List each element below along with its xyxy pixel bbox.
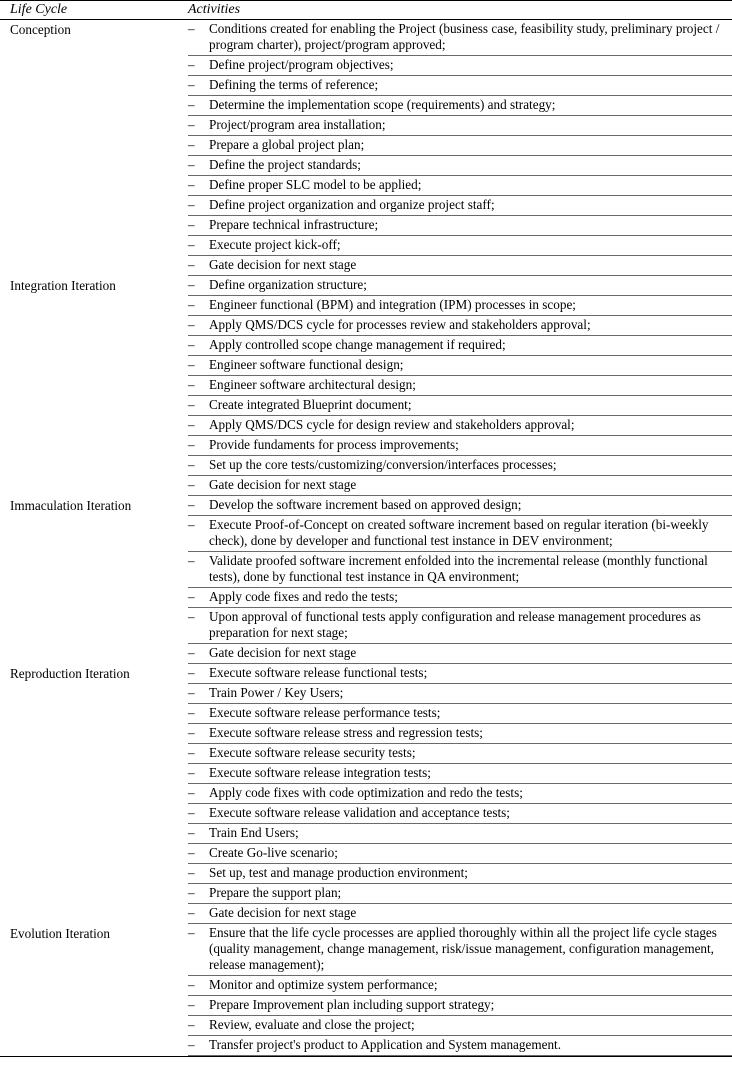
- activity-text: Execute software release security tests;: [209, 745, 416, 760]
- dash-bullet-icon: –: [188, 609, 195, 624]
- activity-text: Develop the software increment based on approved design;: [209, 497, 522, 512]
- stage-group: [0, 20, 732, 276]
- dash-bullet-icon: –: [188, 725, 195, 740]
- dash-bullet-icon: –: [188, 925, 195, 940]
- dash-bullet-icon: –: [188, 237, 195, 252]
- activity-list: [188, 924, 732, 1056]
- activity-item: [188, 552, 732, 588]
- dash-bullet-icon: –: [188, 357, 195, 372]
- activity-text: Gate decision for next stage: [209, 257, 357, 272]
- activity-list: [188, 664, 732, 924]
- activity-item: [188, 96, 732, 116]
- dash-bullet-icon: –: [188, 377, 195, 392]
- dash-bullet-icon: –: [188, 97, 195, 112]
- activity-item: [188, 196, 732, 216]
- activity-text: Execute project kick-off;: [209, 237, 341, 252]
- header-activities: Activities: [188, 2, 241, 17]
- activity-text: Monitor and optimize system performance;: [209, 977, 438, 992]
- stage-group: [0, 276, 732, 496]
- activity-text: Defining the terms of reference;: [209, 77, 379, 92]
- dash-bullet-icon: –: [188, 885, 195, 900]
- activity-text: Execute Proof-of-Concept on created software increment based on regular iteration (bi-weekly check), done by developer and functional test instance in DEV environment;: [209, 517, 709, 548]
- activity-item: [188, 336, 732, 356]
- dash-bullet-icon: –: [188, 257, 195, 272]
- dash-bullet-icon: –: [188, 217, 195, 232]
- dash-bullet-icon: –: [188, 977, 195, 992]
- activity-item: [188, 396, 732, 416]
- activity-text: Apply controlled scope change management if required;: [209, 337, 506, 352]
- table-header: [0, 1, 732, 20]
- activity-item: [188, 316, 732, 336]
- activity-item: [188, 236, 732, 256]
- activity-item: [188, 588, 732, 608]
- activity-text: Engineer software functional design;: [209, 357, 404, 372]
- activity-text: Apply QMS/DCS cycle for design review and stakeholders approval;: [209, 417, 575, 432]
- dash-bullet-icon: –: [188, 297, 195, 312]
- activity-text: Conditions created for enabling the Project (business case, feasibility study, preliminary project / program charter), project/program approved;: [209, 21, 720, 52]
- activity-text: Create Go-live scenario;: [209, 845, 338, 860]
- activity-text: Define organization structure;: [209, 277, 367, 292]
- table-body: [0, 20, 732, 1056]
- activity-item: [188, 136, 732, 156]
- activity-text: Prepare a global project plan;: [209, 137, 365, 152]
- stage-label: Conception: [10, 22, 71, 37]
- dash-bullet-icon: –: [188, 137, 195, 152]
- dash-bullet-icon: –: [188, 865, 195, 880]
- dash-bullet-icon: –: [188, 553, 195, 568]
- activity-list: [188, 276, 732, 496]
- header-life-cycle: Life Cycle: [10, 2, 68, 17]
- dash-bullet-icon: –: [188, 77, 195, 92]
- activity-text: Apply code fixes and redo the tests;: [209, 589, 398, 604]
- activity-text: Execute software release validation and acceptance tests;: [209, 805, 510, 820]
- activity-item: [188, 216, 732, 236]
- activity-text: Set up the core tests/customizing/conversion/interfaces processes;: [209, 457, 557, 472]
- dash-bullet-icon: –: [188, 705, 195, 720]
- activity-text: Apply code fixes with code optimization and redo the tests;: [209, 785, 523, 800]
- activity-text: Transfer project's product to Application and System management.: [209, 1037, 562, 1052]
- activity-text: Gate decision for next stage: [209, 645, 357, 660]
- dash-bullet-icon: –: [188, 1017, 195, 1032]
- activity-item: [188, 1036, 732, 1056]
- activity-item: [188, 116, 732, 136]
- dash-bullet-icon: –: [188, 845, 195, 860]
- activity-item: [188, 1016, 732, 1036]
- activity-text: Train Power / Key Users;: [209, 685, 344, 700]
- stage-label: Immaculation Iteration: [10, 498, 132, 513]
- activity-text: Validate proofed software increment enfolded into the incremental release (monthly functional tests), done by functional test instance in QA environment;: [209, 553, 708, 584]
- stage-group: [0, 924, 732, 1056]
- dash-bullet-icon: –: [188, 665, 195, 680]
- activity-item: [188, 744, 732, 764]
- activity-text: Define proper SLC model to be applied;: [209, 177, 422, 192]
- activity-text: Define project/program objectives;: [209, 57, 394, 72]
- activity-item: [188, 56, 732, 76]
- dash-bullet-icon: –: [188, 765, 195, 780]
- activity-text: Gate decision for next stage: [209, 905, 357, 920]
- activity-item: [188, 824, 732, 844]
- dash-bullet-icon: –: [188, 645, 195, 660]
- activity-item: [188, 704, 732, 724]
- dash-bullet-icon: –: [188, 825, 195, 840]
- activity-item: [188, 376, 732, 396]
- activity-text: Engineer functional (BPM) and integration (IPM) processes in scope;: [209, 297, 576, 312]
- activity-text: Engineer software architectural design;: [209, 377, 416, 392]
- dash-bullet-icon: –: [188, 417, 195, 432]
- activity-item: [188, 76, 732, 96]
- activity-text: Define project organization and organize project staff;: [209, 197, 495, 212]
- activity-text: Define the project standards;: [209, 157, 361, 172]
- dash-bullet-icon: –: [188, 517, 195, 532]
- activity-item: [188, 844, 732, 864]
- activity-item: [188, 904, 732, 924]
- activity-text: Ensure that the life cycle processes are applied thoroughly within all the project life cycle stages (quality management, change management, risk/issue management, configuration management, release management);: [209, 925, 717, 972]
- stage-label: Integration Iteration: [10, 278, 116, 293]
- activity-text: Execute software release integration tests;: [209, 765, 431, 780]
- dash-bullet-icon: –: [188, 57, 195, 72]
- stage-label: Evolution Iteration: [10, 926, 110, 941]
- activity-text: Execute software release stress and regression tests;: [209, 725, 483, 740]
- activity-text: Gate decision for next stage: [209, 477, 357, 492]
- dash-bullet-icon: –: [188, 497, 195, 512]
- activity-item: [188, 20, 732, 56]
- activity-list: [188, 20, 732, 276]
- stage-group: [0, 496, 732, 664]
- dash-bullet-icon: –: [188, 437, 195, 452]
- dash-bullet-icon: –: [188, 685, 195, 700]
- activity-item: [188, 156, 732, 176]
- activity-text: Execute software release performance tests;: [209, 705, 441, 720]
- dash-bullet-icon: –: [188, 745, 195, 760]
- activity-text: Project/program area installation;: [209, 117, 386, 132]
- activity-list: [188, 496, 732, 664]
- activity-item: [188, 664, 732, 684]
- dash-bullet-icon: –: [188, 117, 195, 132]
- dash-bullet-icon: –: [188, 477, 195, 492]
- activity-item: [188, 416, 732, 436]
- activity-item: [188, 296, 732, 316]
- activity-text: Review, evaluate and close the project;: [209, 1017, 415, 1032]
- activity-item: [188, 608, 732, 644]
- activity-text: Prepare technical infrastructure;: [209, 217, 379, 232]
- dash-bullet-icon: –: [188, 457, 195, 472]
- activity-item: [188, 356, 732, 376]
- activity-text: Set up, test and manage production environment;: [209, 865, 468, 880]
- activity-text: Provide fundaments for process improvements;: [209, 437, 459, 452]
- activity-item: [188, 924, 732, 976]
- dash-bullet-icon: –: [188, 905, 195, 920]
- dash-bullet-icon: –: [188, 277, 195, 292]
- dash-bullet-icon: –: [188, 197, 195, 212]
- activity-item: [188, 804, 732, 824]
- activity-item: [188, 724, 732, 744]
- activity-item: [188, 784, 732, 804]
- dash-bullet-icon: –: [188, 589, 195, 604]
- dash-bullet-icon: –: [188, 21, 195, 36]
- activity-item: [188, 476, 732, 496]
- activity-text: Execute software release functional tests;: [209, 665, 428, 680]
- activity-item: [188, 976, 732, 996]
- activity-text: Prepare the support plan;: [209, 885, 342, 900]
- activity-item: [188, 644, 732, 664]
- dash-bullet-icon: –: [188, 337, 195, 352]
- activity-item: [188, 884, 732, 904]
- activity-item: [188, 516, 732, 552]
- activity-item: [188, 456, 732, 476]
- activity-text: Prepare Improvement plan including support strategy;: [209, 997, 495, 1012]
- dash-bullet-icon: –: [188, 805, 195, 820]
- activity-item: [188, 276, 732, 296]
- activity-item: [188, 256, 732, 276]
- dash-bullet-icon: –: [188, 397, 195, 412]
- activity-text: Create integrated Blueprint document;: [209, 397, 412, 412]
- dash-bullet-icon: –: [188, 177, 195, 192]
- dash-bullet-icon: –: [188, 157, 195, 172]
- activity-text: Upon approval of functional tests apply configuration and release management procedures as preparation for next stage;: [209, 609, 701, 640]
- activity-item: [188, 496, 732, 516]
- activity-item: [188, 864, 732, 884]
- activity-text: Apply QMS/DCS cycle for processes review and stakeholders approval;: [209, 317, 591, 332]
- activity-text: Determine the implementation scope (requirements) and strategy;: [209, 97, 556, 112]
- table-bottom-rule: [0, 1056, 732, 1057]
- dash-bullet-icon: –: [188, 997, 195, 1012]
- stage-label: Reproduction Iteration: [10, 666, 130, 681]
- stage-group: [0, 664, 732, 924]
- dash-bullet-icon: –: [188, 1037, 195, 1052]
- dash-bullet-icon: –: [188, 317, 195, 332]
- activity-item: [188, 436, 732, 456]
- activity-item: [188, 764, 732, 784]
- dash-bullet-icon: –: [188, 785, 195, 800]
- activity-item: [188, 996, 732, 1016]
- activity-item: [188, 684, 732, 704]
- activity-text: Train End Users;: [209, 825, 299, 840]
- activity-item: [188, 176, 732, 196]
